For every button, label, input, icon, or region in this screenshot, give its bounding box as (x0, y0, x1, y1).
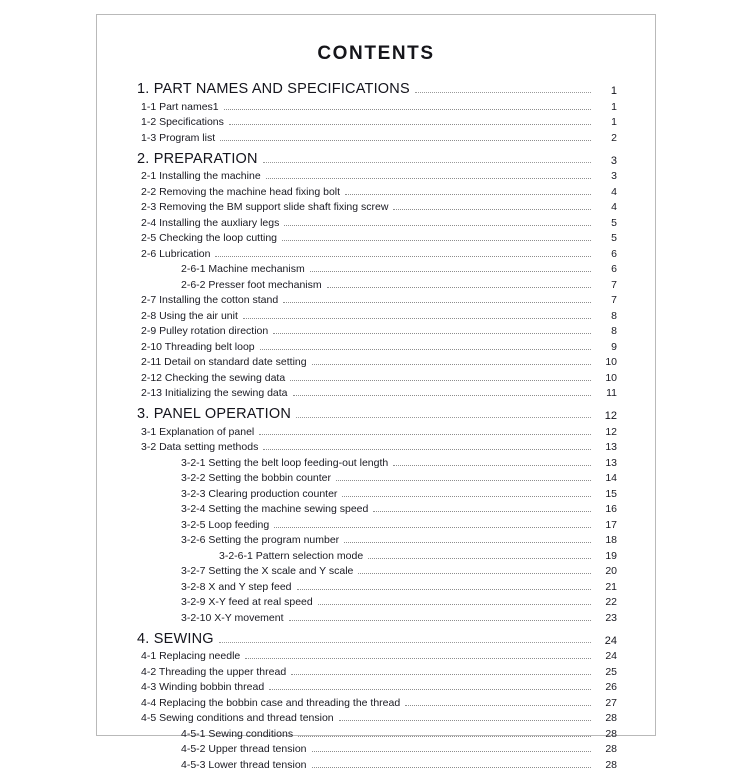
toc-entry-page: 19 (605, 549, 617, 562)
toc-entry-label: 3-2-5 Loop feeding (181, 518, 270, 531)
toc-entry[interactable] (135, 743, 617, 755)
toc-entry-label: 1-2 Specifications (141, 116, 224, 128)
toc-entry[interactable] (135, 472, 617, 484)
toc-entry[interactable] (135, 581, 617, 593)
toc-entry[interactable] (135, 534, 617, 546)
toc-leader-dots (293, 394, 591, 396)
toc-leader-dots (358, 572, 591, 574)
toc-entry-page: 3 (610, 154, 617, 167)
toc-leader-dots (310, 270, 591, 272)
toc-leader-dots (415, 91, 591, 93)
toc-entry[interactable] (135, 356, 617, 368)
toc-entry-label: 2-7 Installing the cotton stand (141, 294, 279, 306)
toc-entry-label: 4-5 Sewing conditions and thread tension (141, 712, 334, 724)
toc-entry-page: 1 (611, 116, 617, 128)
toc-entry-page: 23 (605, 611, 617, 624)
toc-entry-label: 2-1 Installing the machine (141, 170, 261, 182)
toc-entry[interactable] (135, 759, 617, 771)
toc-entry-page: 9 (611, 340, 617, 353)
toc-entry[interactable] (135, 712, 617, 724)
table-of-contents (135, 81, 617, 771)
toc-leader-dots (224, 108, 591, 110)
toc-entry-label: 4-5-2 Upper thread tension (181, 743, 307, 755)
toc-leader-dots (318, 603, 591, 605)
toc-entry[interactable] (135, 728, 617, 740)
toc-entry-page: 14 (605, 472, 617, 484)
toc-entry[interactable] (135, 372, 617, 384)
toc-entry-page: 7 (611, 294, 617, 306)
toc-entry[interactable] (135, 650, 617, 662)
toc-entry-page: 27 (605, 696, 617, 709)
toc-entry[interactable] (135, 519, 617, 531)
toc-leader-dots (269, 688, 591, 690)
toc-entry-page: 6 (611, 263, 617, 275)
toc-leader-dots (312, 750, 592, 752)
toc-leader-dots (274, 526, 591, 528)
toc-entry-label: 4-3 Winding bobbin thread (141, 681, 265, 693)
toc-entry[interactable] (135, 565, 617, 577)
toc-leader-dots (283, 301, 591, 303)
toc-leader-dots (312, 766, 592, 768)
toc-entry-page: 3 (611, 170, 617, 182)
toc-leader-dots (368, 557, 591, 559)
toc-entry-label: 2-4 Installing the auxliary legs (141, 216, 280, 229)
toc-entry-label: 3-2-6-1 Pattern selection mode (219, 549, 364, 562)
toc-entry[interactable] (135, 457, 617, 469)
toc-entry-label: 4-5-3 Lower thread tension (181, 758, 307, 771)
toc-entry[interactable] (135, 503, 617, 515)
toc-entry-page: 12 (605, 425, 617, 438)
toc-entry-page: 21 (605, 580, 617, 593)
toc-entry-label: 1. PART NAMES AND SPECIFICATIONS (137, 81, 410, 97)
toc-entry[interactable] (135, 631, 617, 647)
toc-entry-page: 8 (611, 309, 617, 322)
toc-entry-label: 4-5-1 Sewing conditions (181, 727, 294, 740)
toc-entry-page: 13 (605, 441, 617, 453)
toc-entry[interactable] (135, 186, 617, 198)
toc-entry[interactable] (135, 310, 617, 322)
toc-entry-label: 4-2 Threading the upper thread (141, 665, 287, 678)
toc-entry[interactable] (135, 697, 617, 709)
toc-leader-dots (405, 704, 591, 706)
toc-leader-dots (243, 317, 591, 319)
toc-entry[interactable] (135, 441, 617, 453)
toc-entry[interactable] (135, 81, 617, 97)
toc-entry[interactable] (135, 101, 617, 113)
toc-entry[interactable] (135, 387, 617, 399)
toc-entry-page: 5 (611, 216, 617, 229)
toc-leader-dots (282, 239, 591, 241)
toc-entry[interactable] (135, 232, 617, 244)
toc-entry-label: 2-8 Using the air unit (141, 309, 238, 322)
toc-entry-label: 3-2-2 Setting the bobbin counter (181, 472, 332, 484)
toc-entry-label: 3-2-1 Setting the belt loop feeding-out length (181, 456, 389, 469)
toc-leader-dots (215, 255, 591, 257)
page-title: CONTENTS (317, 43, 435, 64)
toc-entry-label: 3-1 Explanation of panel (141, 425, 255, 438)
toc-leader-dots (296, 416, 591, 418)
toc-entry-page: 12 (604, 410, 617, 422)
toc-entry-page: 8 (611, 325, 617, 337)
toc-entry-page: 4 (611, 185, 617, 198)
toc-leader-dots (290, 379, 591, 381)
toc-entry[interactable] (135, 170, 617, 182)
toc-leader-dots (339, 719, 591, 721)
toc-entry-label: 1-3 Program list (141, 131, 216, 144)
toc-leader-dots (327, 286, 591, 288)
toc-entry[interactable] (135, 550, 617, 562)
toc-entry-label: 3. PANEL OPERATION (137, 406, 292, 422)
toc-entry[interactable] (135, 406, 617, 422)
toc-entry[interactable] (135, 681, 617, 693)
toc-entry-label: 2-3 Removing the BM support slide shaft fixing screw (141, 201, 389, 213)
toc-leader-dots (263, 161, 591, 163)
toc-leader-dots (298, 735, 591, 737)
toc-leader-dots (297, 588, 591, 590)
toc-entry-page: 10 (605, 356, 617, 368)
toc-entry-page: 1 (610, 85, 617, 97)
toc-entry-page: 17 (605, 518, 617, 531)
toc-entry-label: 4-1 Replacing needle (141, 650, 241, 662)
toc-entry-page: 1 (611, 100, 617, 113)
toc-entry-label: 2-12 Checking the sewing data (141, 371, 286, 384)
toc-entry-page: 15 (605, 487, 617, 500)
toc-leader-dots (219, 641, 591, 643)
toc-leader-dots (284, 224, 591, 226)
toc-entry-label: 3-2-4 Setting the machine sewing speed (181, 503, 369, 515)
page-sheet (96, 14, 656, 771)
toc-entry-page: 5 (611, 232, 617, 244)
toc-entry[interactable] (135, 341, 617, 353)
toc-entry-label: 1-1 Part names1 (141, 100, 219, 113)
toc-entry[interactable] (135, 325, 617, 337)
toc-entry[interactable] (135, 666, 617, 678)
toc-entry-page: 24 (605, 650, 617, 662)
toc-entry[interactable] (135, 263, 617, 275)
toc-entry[interactable] (135, 279, 617, 291)
toc-leader-dots (263, 448, 591, 450)
toc-entry-label: 4-4 Replacing the bobbin case and threading the thread (141, 696, 401, 709)
toc-entry[interactable] (135, 248, 617, 260)
toc-entry[interactable] (135, 488, 617, 500)
toc-leader-dots (344, 541, 591, 543)
toc-leader-dots (229, 123, 591, 125)
toc-entry-page: 11 (606, 387, 617, 399)
toc-entry-label: 2-6-1 Machine mechanism (181, 263, 305, 275)
toc-leader-dots (336, 479, 591, 481)
toc-leader-dots (393, 464, 591, 466)
toc-entry[interactable] (135, 201, 617, 213)
toc-entry-page: 6 (611, 247, 617, 260)
toc-entry-label: 3-2-7 Setting the X scale and Y scale (181, 565, 354, 577)
toc-entry[interactable] (135, 612, 617, 624)
toc-entry-label: 2. PREPARATION (137, 150, 258, 167)
toc-entry-page: 25 (605, 665, 617, 678)
toc-leader-dots (273, 332, 591, 334)
toc-entry-page: 28 (605, 743, 617, 755)
toc-leader-dots (220, 139, 591, 141)
toc-leader-dots (345, 193, 591, 195)
toc-leader-dots (260, 348, 591, 350)
toc-entry-label: 2-6-2 Presser foot mechanism (181, 278, 322, 291)
toc-entry-label: 2-2 Removing the machine head fixing bolt (141, 185, 341, 198)
toc-entry-page: 24 (604, 634, 617, 647)
toc-entry-label: 2-6 Lubrication (141, 247, 211, 260)
toc-entry-page: 22 (605, 596, 617, 608)
toc-entry-label: 3-2-10 X-Y movement (181, 611, 284, 624)
toc-leader-dots (373, 510, 591, 512)
toc-entry-label: 2-13 Initializing the sewing data (141, 387, 288, 399)
toc-entry-page: 13 (605, 456, 617, 469)
toc-leader-dots (393, 208, 591, 210)
toc-entry[interactable] (135, 217, 617, 229)
toc-entry-label: 3-2-6 Setting the program number (181, 534, 340, 546)
toc-leader-dots (342, 495, 591, 497)
toc-entry-label: 2-10 Threading belt loop (141, 340, 255, 353)
toc-entry[interactable] (135, 132, 617, 144)
toc-entry[interactable] (135, 151, 617, 167)
toc-entry[interactable] (135, 294, 617, 306)
page-content (97, 15, 655, 771)
toc-entry-label: 3-2-8 X and Y step feed (181, 580, 292, 593)
toc-entry[interactable] (135, 116, 617, 128)
toc-leader-dots (312, 363, 591, 365)
toc-entry-label: 2-11 Detail on standard date setting (141, 356, 307, 368)
toc-entry-page: 4 (611, 201, 617, 213)
toc-entry-page: 16 (605, 503, 617, 515)
toc-leader-dots (289, 619, 591, 621)
toc-leader-dots (245, 657, 591, 659)
toc-entry-page: 28 (605, 712, 617, 724)
toc-entry-label: 4. SEWING (137, 630, 214, 647)
toc-entry-label: 3-2-9 X-Y feed at real speed (181, 596, 313, 608)
toc-entry[interactable] (135, 426, 617, 438)
toc-entry-label: 2-9 Pulley rotation direction (141, 325, 269, 337)
toc-entry[interactable] (135, 596, 617, 608)
toc-leader-dots (291, 673, 591, 675)
toc-entry-page: 10 (605, 371, 617, 384)
toc-entry-page: 26 (605, 681, 617, 693)
toc-entry-page: 2 (611, 131, 617, 144)
toc-entry-page: 28 (605, 727, 617, 740)
toc-leader-dots (266, 177, 591, 179)
toc-leader-dots (259, 433, 591, 435)
toc-entry-page: 20 (605, 565, 617, 577)
toc-entry-label: 3-2-3 Clearing production counter (181, 487, 338, 500)
toc-entry-label: 2-5 Checking the loop cutting (141, 232, 278, 244)
toc-entry-label: 3-2 Data setting methods (141, 441, 259, 453)
toc-entry-page: 18 (605, 534, 617, 546)
toc-entry-page: 28 (605, 758, 617, 771)
toc-entry-page: 7 (611, 278, 617, 291)
